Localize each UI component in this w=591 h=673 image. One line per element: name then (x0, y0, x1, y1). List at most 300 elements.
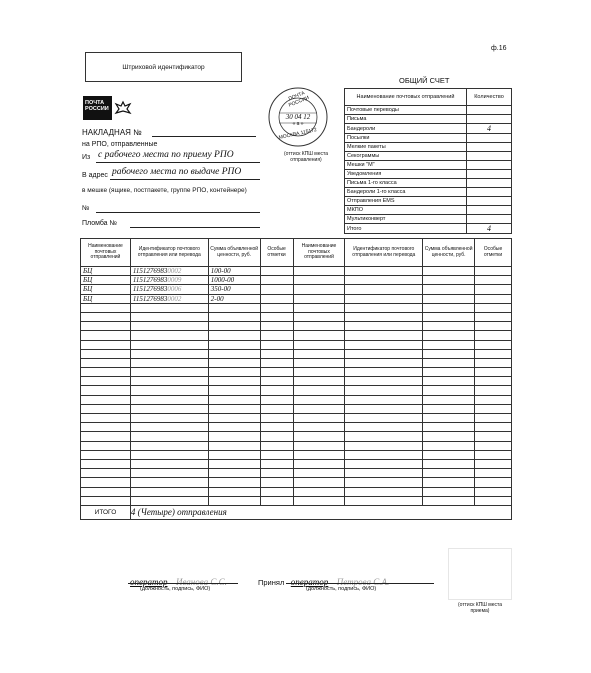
table-row (81, 496, 512, 505)
table-cell[interactable] (81, 432, 131, 441)
table-cell[interactable] (260, 487, 293, 496)
table-cell[interactable] (208, 478, 260, 487)
table-cell[interactable] (345, 469, 423, 478)
table-cell[interactable] (423, 340, 475, 349)
table-cell[interactable] (260, 459, 293, 468)
form-code: ф.16 (491, 45, 507, 52)
receiver-caption: (должность, подпись, ФИО) (306, 586, 377, 592)
table-cell[interactable] (293, 414, 345, 423)
table-cell[interactable] (423, 395, 475, 404)
sender-caption: (должность, подпись, ФИО) (140, 586, 211, 592)
table-cell[interactable] (345, 404, 423, 413)
table-cell[interactable] (475, 349, 512, 358)
table-cell[interactable] (260, 414, 293, 423)
table-cell[interactable] (293, 312, 345, 321)
table-cell[interactable] (260, 285, 293, 294)
table-cell[interactable] (208, 404, 260, 413)
table-cell[interactable] (423, 377, 475, 386)
summary-row-qty[interactable] (467, 161, 512, 170)
summary-row-qty[interactable] (467, 197, 512, 206)
table-cell[interactable] (423, 478, 475, 487)
table-cell[interactable] (81, 331, 131, 340)
table-cell[interactable] (130, 395, 208, 404)
table-cell[interactable] (475, 340, 512, 349)
table-cell[interactable] (130, 377, 208, 386)
table-row (81, 377, 512, 386)
table-cell[interactable] (293, 469, 345, 478)
table-cell[interactable] (423, 331, 475, 340)
table-cell[interactable] (208, 432, 260, 441)
table-row (81, 469, 512, 478)
table-cell[interactable] (208, 441, 260, 450)
table-row (81, 450, 512, 459)
table-cell[interactable] (81, 459, 131, 468)
table-cell[interactable] (475, 368, 512, 377)
table-cell[interactable] (208, 423, 260, 432)
table-cell[interactable] (260, 377, 293, 386)
table-row (81, 395, 512, 404)
summary-row-name: Бандероли 1-го класса (345, 188, 467, 197)
summary-row-name: Мешки "М" (345, 161, 467, 170)
table-row (81, 404, 512, 413)
table-row (81, 368, 512, 377)
table-cell[interactable] (260, 450, 293, 459)
table-cell[interactable] (345, 285, 423, 294)
table-cell[interactable] (130, 441, 208, 450)
table-cell[interactable] (260, 312, 293, 321)
summary-row (345, 152, 512, 161)
table-cell[interactable] (293, 368, 345, 377)
table-cell[interactable] (130, 303, 208, 312)
table-cell[interactable] (475, 377, 512, 386)
table-cell[interactable] (81, 303, 131, 312)
table-cell[interactable] (130, 358, 208, 367)
sender-line (128, 583, 238, 584)
table-cell[interactable] (423, 358, 475, 367)
table-row (81, 423, 512, 432)
table-cell[interactable] (130, 459, 208, 468)
table-row (81, 441, 512, 450)
summary-row-qty[interactable]: 4 (467, 224, 512, 234)
table-cell[interactable] (130, 322, 208, 331)
col-sum-2: Сумма объявленной ценности, руб. (423, 239, 475, 267)
table-cell[interactable] (475, 404, 512, 413)
table-cell[interactable] (293, 340, 345, 349)
table-cell[interactable] (475, 478, 512, 487)
table-row (81, 459, 512, 468)
summary-row-qty[interactable] (467, 106, 512, 115)
table-cell[interactable] (81, 450, 131, 459)
logo-text: ПОЧТА РОССИИ (83, 96, 112, 120)
table-cell[interactable] (81, 441, 131, 450)
shipment-sum[interactable]: 2-00 (208, 294, 260, 303)
summary-col-qty: Количество (467, 89, 512, 106)
table-cell[interactable] (345, 459, 423, 468)
table-cell[interactable] (130, 469, 208, 478)
shipment-name[interactable]: БЦ (81, 294, 131, 303)
table-cell[interactable] (208, 303, 260, 312)
summary-row-qty[interactable] (467, 115, 512, 124)
table-cell[interactable] (260, 423, 293, 432)
table-row (81, 285, 512, 294)
seal-line[interactable] (130, 227, 260, 228)
summary-row-name: Уведомления (345, 170, 467, 179)
table-cell[interactable] (345, 377, 423, 386)
table-cell[interactable] (345, 331, 423, 340)
table-cell[interactable] (475, 303, 512, 312)
to-line (110, 179, 260, 180)
table-cell[interactable] (475, 487, 512, 496)
table-cell[interactable] (423, 276, 475, 285)
table-cell[interactable] (260, 358, 293, 367)
table-cell[interactable] (475, 395, 512, 404)
waybill-number-line[interactable] (152, 136, 256, 137)
table-cell[interactable] (208, 340, 260, 349)
table-cell[interactable] (81, 386, 131, 395)
stamp-text-top: ПОЧТА РОССИИ (287, 90, 310, 109)
table-cell[interactable] (293, 349, 345, 358)
shipment-id[interactable] (130, 285, 208, 294)
table-cell[interactable] (345, 496, 423, 505)
receiver-label: Принял (258, 578, 285, 587)
table-cell[interactable] (208, 377, 260, 386)
shipment-sum[interactable]: 1000-00 (208, 276, 260, 285)
from-value[interactable]: с рабочего места по приему РПО (98, 150, 234, 160)
table-cell[interactable] (475, 432, 512, 441)
table-row (81, 331, 512, 340)
table-cell[interactable] (260, 395, 293, 404)
table-cell[interactable] (260, 331, 293, 340)
table-cell[interactable] (260, 267, 293, 276)
table-cell[interactable] (423, 496, 475, 505)
table-cell[interactable] (345, 450, 423, 459)
table-row (81, 349, 512, 358)
table-cell[interactable] (130, 496, 208, 505)
table-cell[interactable] (293, 294, 345, 303)
table-cell[interactable] (208, 349, 260, 358)
table-cell[interactable] (260, 469, 293, 478)
table-cell[interactable] (423, 349, 475, 358)
table-row (81, 312, 512, 321)
table-cell[interactable] (293, 267, 345, 276)
table-cell[interactable] (81, 349, 131, 358)
table-cell[interactable] (130, 368, 208, 377)
table-cell[interactable] (260, 404, 293, 413)
table-cell[interactable] (81, 469, 131, 478)
table-row (81, 358, 512, 367)
shipment-id-blurred: 0009 (167, 276, 182, 285)
table-row (81, 414, 512, 423)
summary-row (345, 206, 512, 215)
summary-row (345, 115, 512, 124)
table-cell[interactable] (208, 395, 260, 404)
table-cell[interactable] (293, 478, 345, 487)
table-cell[interactable] (345, 312, 423, 321)
table-cell[interactable] (345, 276, 423, 285)
shipment-sum[interactable]: 100-00 (208, 267, 260, 276)
table-cell[interactable] (260, 496, 293, 505)
table-cell[interactable] (293, 404, 345, 413)
shipment-name[interactable]: БЦ (81, 276, 131, 285)
summary-row-qty[interactable] (467, 134, 512, 143)
summary-table (344, 88, 512, 234)
rpo-label: на РПО, отправленные (82, 141, 158, 148)
table-cell[interactable] (208, 450, 260, 459)
table-cell[interactable] (260, 276, 293, 285)
table-cell[interactable] (260, 322, 293, 331)
table-cell[interactable] (260, 386, 293, 395)
table-cell[interactable] (293, 459, 345, 468)
table-cell[interactable] (423, 441, 475, 450)
table-cell[interactable] (475, 312, 512, 321)
table-cell[interactable] (475, 386, 512, 395)
table-cell[interactable] (130, 450, 208, 459)
table-cell[interactable] (81, 358, 131, 367)
table-cell[interactable] (293, 377, 345, 386)
summary-row-qty[interactable] (467, 215, 512, 224)
table-cell[interactable] (423, 312, 475, 321)
total-label: ИТОГО (81, 505, 131, 519)
table-cell[interactable] (293, 276, 345, 285)
summary-row (345, 197, 512, 206)
table-cell[interactable] (293, 487, 345, 496)
table-cell[interactable] (475, 358, 512, 367)
table-cell[interactable] (475, 322, 512, 331)
table-cell[interactable] (130, 414, 208, 423)
shipment-id[interactable] (130, 267, 208, 276)
table-cell[interactable] (345, 423, 423, 432)
table-cell[interactable] (475, 276, 512, 285)
table-cell[interactable] (345, 358, 423, 367)
summary-row (345, 170, 512, 179)
table-cell[interactable] (423, 368, 475, 377)
col-name-1: Наименование почтовых отправлений (81, 239, 131, 267)
table-cell[interactable] (130, 478, 208, 487)
table-cell[interactable] (81, 496, 131, 505)
summary-row-qty[interactable] (467, 188, 512, 197)
table-cell[interactable] (130, 487, 208, 496)
table-cell[interactable] (293, 423, 345, 432)
table-cell[interactable] (260, 478, 293, 487)
table-cell[interactable] (345, 368, 423, 377)
table-cell[interactable] (423, 459, 475, 468)
table-cell[interactable] (208, 487, 260, 496)
stamp-letter: « a » (292, 121, 304, 127)
table-cell[interactable] (130, 312, 208, 321)
table-cell[interactable] (208, 322, 260, 331)
table-cell[interactable] (423, 469, 475, 478)
summary-row-qty[interactable]: 4 (467, 124, 512, 134)
table-cell[interactable] (423, 432, 475, 441)
shipment-id[interactable] (130, 276, 208, 285)
summary-row (345, 188, 512, 197)
summary-row-name: Секограммы (345, 152, 467, 161)
table-cell[interactable] (130, 404, 208, 413)
receiver-role: оператор (290, 577, 329, 587)
table-cell[interactable] (475, 285, 512, 294)
table-cell[interactable] (81, 322, 131, 331)
table-cell[interactable] (423, 386, 475, 395)
summary-row-name: Посылки (345, 134, 467, 143)
summary-row-name: Почтовые переводы (345, 106, 467, 115)
table-cell[interactable] (345, 303, 423, 312)
table-cell[interactable] (260, 303, 293, 312)
table-cell[interactable] (423, 322, 475, 331)
table-cell[interactable] (208, 459, 260, 468)
table-cell[interactable] (208, 358, 260, 367)
table-cell[interactable] (423, 294, 475, 303)
table-cell[interactable] (130, 423, 208, 432)
col-sum-1: Сумма объявленной ценности, руб. (208, 239, 260, 267)
table-cell[interactable] (293, 303, 345, 312)
col-name-2: Наименование почтовых отправлений (293, 239, 345, 267)
table-cell[interactable] (130, 349, 208, 358)
table-cell[interactable] (423, 285, 475, 294)
table-cell[interactable] (293, 322, 345, 331)
summary-row (345, 134, 512, 143)
to-value[interactable]: рабочего места по выдаче РПО (112, 167, 242, 177)
table-cell[interactable] (208, 496, 260, 505)
table-row (81, 487, 512, 496)
table-cell[interactable] (475, 459, 512, 468)
table-cell[interactable] (81, 368, 131, 377)
shipments-header-row (81, 239, 512, 267)
table-cell[interactable] (293, 358, 345, 367)
table-cell[interactable] (345, 349, 423, 358)
table-cell[interactable] (423, 450, 475, 459)
table-cell[interactable] (208, 331, 260, 340)
table-cell[interactable] (345, 322, 423, 331)
table-cell[interactable] (345, 414, 423, 423)
table-cell[interactable] (81, 340, 131, 349)
table-cell[interactable] (345, 340, 423, 349)
table-cell[interactable] (345, 267, 423, 276)
table-cell[interactable] (345, 432, 423, 441)
table-cell[interactable] (423, 414, 475, 423)
col-notes-2: Особые отметки (475, 239, 512, 267)
table-cell[interactable] (81, 487, 131, 496)
table-cell[interactable] (260, 294, 293, 303)
stamp-text-bottom: МОСКВА 115172 (278, 127, 318, 141)
shipment-id-blurred: 0002 (167, 267, 182, 276)
summary-row-name: Письма (345, 115, 467, 124)
sender-role: оператор (130, 577, 168, 587)
table-cell[interactable] (81, 414, 131, 423)
table-cell[interactable] (293, 386, 345, 395)
col-notes-1: Особые отметки (260, 239, 293, 267)
shipment-id[interactable] (130, 294, 208, 303)
table-cell[interactable] (260, 432, 293, 441)
summary-row-qty[interactable] (467, 143, 512, 152)
table-row (81, 432, 512, 441)
summary-row (345, 161, 512, 170)
table-cell[interactable] (293, 331, 345, 340)
table-cell[interactable] (475, 441, 512, 450)
table-cell[interactable] (208, 386, 260, 395)
table-cell[interactable] (293, 395, 345, 404)
shipment-name[interactable]: БЦ (81, 285, 131, 294)
table-cell[interactable] (293, 496, 345, 505)
total-value[interactable]: 4 (Четыре) отправления (130, 505, 511, 519)
table-cell[interactable] (130, 386, 208, 395)
from-label: Из (82, 154, 91, 161)
summary-row-qty[interactable] (467, 179, 512, 188)
table-cell[interactable] (260, 441, 293, 450)
summary-row (345, 124, 512, 134)
table-cell[interactable] (130, 340, 208, 349)
table-cell[interactable] (293, 432, 345, 441)
table-cell[interactable] (423, 487, 475, 496)
table-cell[interactable] (260, 340, 293, 349)
table-cell[interactable] (81, 423, 131, 432)
table-cell[interactable] (260, 368, 293, 377)
table-cell[interactable] (293, 450, 345, 459)
col-id-1: Идентификатор почтового отправления или перевода (130, 239, 208, 267)
summary-row-qty[interactable] (467, 206, 512, 215)
table-cell[interactable] (475, 469, 512, 478)
table-row (81, 303, 512, 312)
table-row (81, 276, 512, 285)
table-cell[interactable] (208, 414, 260, 423)
table-cell[interactable] (81, 395, 131, 404)
table-cell[interactable] (475, 414, 512, 423)
table-cell[interactable] (208, 469, 260, 478)
summary-title: ОБЩИЙ СЧЕТ (399, 76, 450, 85)
table-cell[interactable] (130, 331, 208, 340)
table-cell[interactable] (475, 450, 512, 459)
postmark-stamp (267, 86, 329, 148)
table-cell[interactable] (345, 441, 423, 450)
table-cell[interactable] (475, 294, 512, 303)
table-cell[interactable] (345, 487, 423, 496)
summary-row-name: Отправления EMS (345, 197, 467, 206)
number-label: № (82, 205, 90, 212)
table-cell[interactable] (345, 395, 423, 404)
table-cell[interactable] (260, 349, 293, 358)
receiving-stamp-caption: (оттиск КПШ места приема) (458, 602, 502, 614)
shipment-id-value: 1151276983 (132, 276, 168, 285)
receiver-line (286, 583, 434, 584)
table-cell[interactable] (423, 404, 475, 413)
summary-row-qty[interactable] (467, 152, 512, 161)
shipment-sum[interactable]: 350-00 (208, 285, 260, 294)
summary-col-name: Наименование почтовых отправлений (345, 89, 467, 106)
table-cell[interactable] (475, 496, 512, 505)
table-cell[interactable] (130, 432, 208, 441)
table-cell[interactable] (345, 294, 423, 303)
table-cell[interactable] (475, 331, 512, 340)
table-cell[interactable] (475, 267, 512, 276)
number-line[interactable] (96, 212, 260, 213)
table-cell[interactable] (81, 377, 131, 386)
table-cell[interactable] (475, 423, 512, 432)
table-cell[interactable] (81, 478, 131, 487)
table-cell[interactable] (81, 404, 131, 413)
table-cell[interactable] (423, 423, 475, 432)
summary-row (345, 224, 512, 234)
table-cell[interactable] (345, 478, 423, 487)
table-cell[interactable] (345, 386, 423, 395)
table-cell[interactable] (208, 368, 260, 377)
table-cell[interactable] (208, 312, 260, 321)
table-cell[interactable] (81, 312, 131, 321)
table-cell[interactable] (293, 441, 345, 450)
table-cell[interactable] (423, 267, 475, 276)
table-cell[interactable] (423, 303, 475, 312)
table-cell[interactable] (293, 285, 345, 294)
summary-row-qty[interactable] (467, 170, 512, 179)
shipment-name[interactable]: БЦ (81, 267, 131, 276)
